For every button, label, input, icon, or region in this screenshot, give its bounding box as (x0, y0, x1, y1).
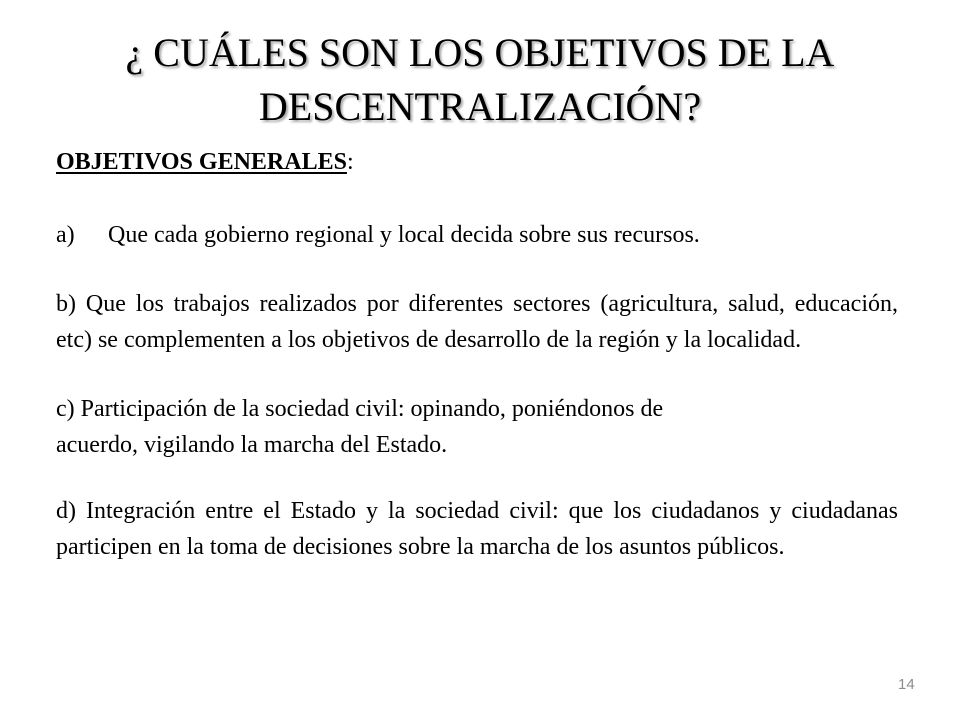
slide-title (40, 26, 920, 134)
objective-a-marker: a) (56, 222, 75, 248)
objective-b: b) Que los trabajos realizados por diferentes sectores (agricultura, salud, educación, etc) se complementen a los objetivos de desarrollo de la región y la localidad. (56, 291, 898, 353)
section-heading-colon: : (346, 149, 354, 175)
objective-d: d) Integración entre el Estado y la sociedad civil: que los ciudadanos y ciudadanas participen en la toma de decisiones sobre la marcha de los asuntos públicos. (56, 498, 898, 560)
title-line-1: ¿ CUÁLES SON LOS OBJETIVOS DE LA (125, 30, 835, 75)
section-heading-text: OBJETIVOS GENERALES (56, 149, 347, 175)
page-number: 14 (898, 676, 915, 693)
objective-c (56, 391, 898, 463)
slide-body (56, 140, 898, 565)
objective-c-line-2: acuerdo, vigilando la marcha del Estado. (56, 432, 448, 458)
objective-a (56, 217, 898, 253)
title-line-2: DESCENTRALIZACIÓN? (258, 84, 702, 129)
objective-c-line-1: c) Participación de la sociedad civil: opinando, poniéndonos de (56, 396, 664, 422)
section-heading (56, 140, 898, 184)
objective-a-text: Que cada gobierno regional y local decida sobre sus recursos. (108, 222, 700, 248)
